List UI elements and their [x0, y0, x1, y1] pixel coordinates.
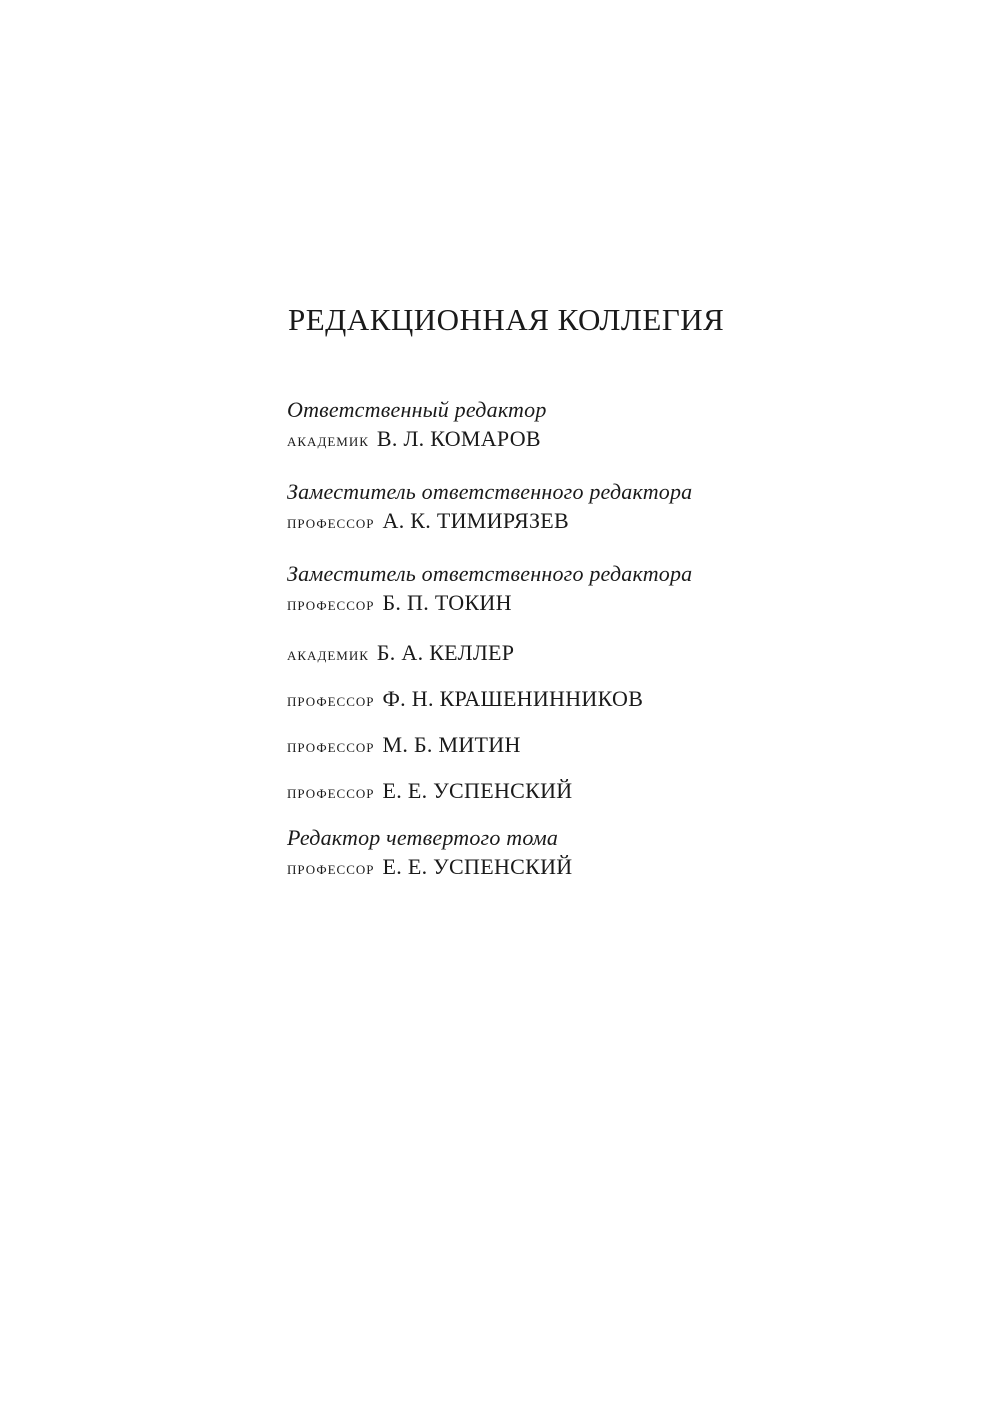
role-label: Ответственный редактор: [287, 397, 547, 422]
member-entry: [287, 506, 847, 539]
member-entry: [287, 684, 847, 717]
volume-editor-section: [287, 824, 847, 885]
member-entry: [287, 588, 847, 621]
member-title: ПРОФЕССОР: [287, 598, 375, 613]
member-entry: [287, 424, 847, 457]
member-title: ПРОФЕССОР: [287, 694, 375, 709]
member-name: Б. А. КЕЛЛЕР: [376, 640, 515, 665]
member-name: В. Л. КОМАРОВ: [376, 426, 541, 451]
members-list: [287, 638, 847, 809]
member-name: Е. Е. УСПЕНСКИЙ: [382, 778, 573, 803]
role-label: Заместитель ответственного редактора: [287, 561, 693, 586]
page-title: РЕДАКЦИОННАЯ КОЛЛЕГИЯ: [288, 302, 725, 337]
member-title: ПРОФЕССОР: [287, 740, 375, 755]
member-title: АКАДЕМИК: [287, 648, 369, 663]
member-name: А. К. ТИМИРЯЗЕВ: [382, 508, 569, 533]
member-name: Е. Е. УСПЕНСКИЙ: [382, 854, 573, 879]
member-title: АКАДЕМИК: [287, 434, 369, 449]
member-entry: [287, 638, 847, 671]
member-entry: [287, 776, 847, 809]
role-label: Заместитель ответственного редактора: [287, 479, 693, 504]
member-name: М. Б. МИТИН: [382, 732, 521, 757]
chief-editor-section: [287, 396, 847, 457]
member-name: Б. П. ТОКИН: [382, 590, 512, 615]
deputy-editor-section-1: [287, 478, 847, 539]
member-entry: [287, 730, 847, 763]
member-entry: [287, 852, 847, 885]
member-name: Ф. Н. КРАШЕНИННИКОВ: [382, 686, 644, 711]
member-title: ПРОФЕССОР: [287, 862, 375, 877]
deputy-editor-section-2: [287, 560, 847, 621]
member-title: ПРОФЕССОР: [287, 786, 375, 801]
member-title: ПРОФЕССОР: [287, 516, 375, 531]
role-label: Редактор четвертого тома: [287, 825, 559, 850]
